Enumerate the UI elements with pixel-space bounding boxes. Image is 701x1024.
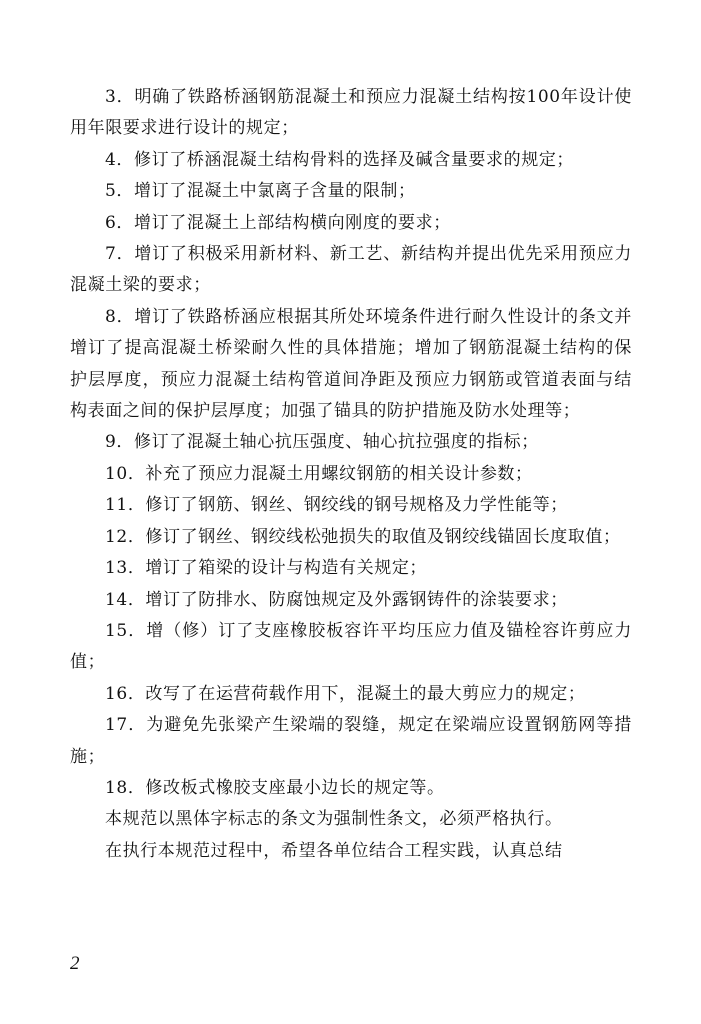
- paragraph-item-13: 13．增订了箱梁的设计与构造有关规定；: [105, 558, 428, 579]
- paragraph-item-12: 12．修订了钢丝、钢绞线松弛损失的取值及钢绞线锚固长度取值；: [105, 526, 621, 547]
- paragraph-item-3: 3．明确了铁路桥涵钢筋混凝土和预应力混凝土结构按100年设计使用年限要求进行设计的规定；: [70, 87, 632, 139]
- paragraph-item-18: 18．修改板式橡胶支座最小边长的规定等。: [105, 777, 445, 798]
- paragraph-mandatory-clauses: 本规范以黑体字标志的条文为强制性条文，必须严格执行。: [105, 809, 563, 830]
- paragraph-item-6: 6．增订了混凝土上部结构横向刚度的要求；: [105, 212, 451, 233]
- body-text: [70, 82, 632, 867]
- paragraph-item-15: 15．增（修）订了支座橡胶板容许平均压应力值及锚栓容许剪应力值；: [70, 620, 632, 673]
- paragraph-item-9: 9．修订了混凝土轴心抗压强度、轴心抗拉强度的指标；: [105, 432, 539, 453]
- paragraph-closing: 在执行本规范过程中，希望各单位结合工程实践，认真总结: [105, 840, 563, 861]
- paragraph-item-5: 5．增订了混凝土中氯离子含量的限制；: [105, 181, 416, 202]
- paragraph-item-7: 7．增订了积极采用新材料、新工艺、新结构并提出优先采用预应力混凝土梁的要求；: [70, 244, 632, 296]
- page-number: 2: [70, 953, 80, 974]
- paragraph-item-10: 10．补充了预应力混凝土用螺纹钢筋的相关设计参数；: [105, 463, 533, 484]
- paragraph-item-17: 17．为避免先张梁产生梁端的裂缝，规定在梁端应设置钢筋网等措施；: [70, 715, 632, 767]
- paragraph-item-11: 11．修订了钢筋、钢丝、钢绞线的钢号规格及力学性能等；: [105, 495, 568, 516]
- paragraph-item-8: 8．增订了铁路桥涵应根据其所处环境条件进行耐久性设计的条文并增订了提高混凝土桥梁耐久性的具体措施；增加了钢筋混凝土结构的保护层厚度，预应力混凝土结构管道间净距及预应力钢筋或管道表面与结构表面之间的保护层厚度；加强了锚具的防护措施及防水处理等；: [70, 306, 632, 422]
- paragraph-item-4: 4．修订了桥涵混凝土结构骨料的选择及碱含量要求的规定；: [105, 149, 575, 170]
- paragraph-item-14: 14．增订了防排水、防腐蚀规定及外露钢铸件的涂装要求；: [105, 589, 568, 610]
- paragraph-item-16: 16．改写了在运营荷载作用下，混凝土的最大剪应力的规定；: [105, 683, 586, 704]
